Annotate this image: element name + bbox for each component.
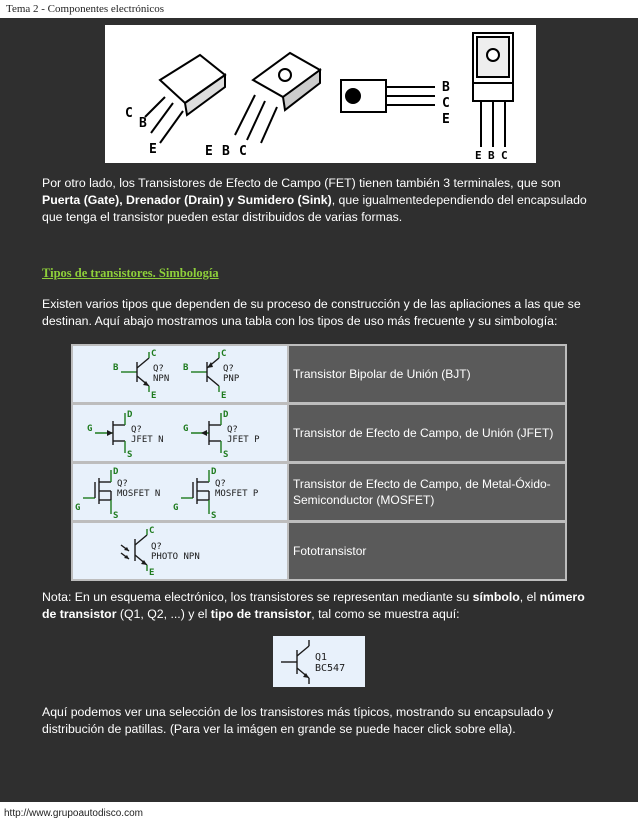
ref-label: Q? — [227, 425, 238, 435]
pin-s-label: S — [223, 450, 229, 460]
jfet-p-label: JFET P — [227, 435, 260, 445]
table-row — [72, 463, 566, 521]
page-body — [0, 18, 638, 802]
transistor-packages-image — [105, 25, 536, 163]
pin-d-label: D — [113, 467, 119, 477]
ref-label: Q? — [223, 364, 234, 374]
type-cell — [289, 523, 565, 579]
phototransistor-symbol — [73, 523, 287, 579]
type-label: Transistor Bipolar de Unión (BJT) — [293, 367, 471, 381]
pin-g-label: G — [87, 424, 93, 434]
table-row — [72, 345, 566, 403]
pin-b-label: B — [183, 363, 189, 373]
nota-bold-numero: número de transistor — [42, 590, 585, 621]
fet-paragraph — [42, 175, 598, 226]
pin-c-label: C — [221, 349, 227, 359]
ref-label: Q? — [131, 425, 142, 435]
footer-url[interactable]: http://www.grupoautodisco.com — [4, 808, 143, 819]
part-number-label: BC547 — [315, 663, 346, 674]
pin-e-label: E — [149, 142, 157, 157]
ref-q1-label: Q1 — [315, 652, 328, 663]
pin-c3-label: C — [442, 96, 450, 111]
nota-text-2: , el — [519, 590, 540, 604]
pin-c2-label: C — [239, 144, 247, 159]
pin-c-label: C — [149, 526, 155, 536]
pin-e3-label: E — [442, 112, 450, 127]
symbol-cell-photo — [73, 523, 287, 579]
type-label: Fototransistor — [293, 544, 367, 558]
section-title: Tipos de transistores. Simbología — [42, 266, 219, 280]
pin-b4-label: B — [488, 149, 495, 162]
pin-s-label: S — [127, 450, 133, 460]
pin-d-label: D — [223, 410, 229, 420]
mosfet-p-label: MOSFET P — [215, 489, 259, 499]
fet-text-1: Por otro lado, los Transistores de Efecto de Campo (FET) tienen también 3 terminales, que son — [42, 176, 561, 190]
pin-e-label: E — [221, 391, 227, 401]
pin-c-label: C — [151, 349, 157, 359]
fet-terminals-bold: Puerta (Gate), Drenador (Drain) y Sumidero (Sink) — [42, 193, 332, 207]
pnp-label: PNP — [223, 374, 240, 384]
nota-text-3: (Q1, Q2, ...) y el — [116, 607, 211, 621]
ref-label: Q? — [215, 479, 226, 489]
mosfet-symbols — [73, 464, 287, 520]
ref-label: Q? — [117, 479, 128, 489]
nota-bold-tipo: tipo de transistor — [210, 607, 312, 621]
type-label: Transistor de Efecto de Campo, de Unión (JFET) — [293, 426, 554, 440]
pin-s-label: S — [211, 511, 217, 520]
jfet-symbols — [73, 405, 287, 461]
nota-text-1: Nota: En un esquema electrónico, los transistores se representan mediante su — [42, 590, 473, 604]
selection-paragraph: Aquí podemos ver una selección de los transistores más típicos, mostrando su encapsulado y distribución de patillas. (Para ver la imágen en grande se puede hacer click sobre ella). — [42, 705, 554, 736]
bc547-symbol — [273, 636, 365, 687]
pin-g-label: G — [173, 503, 179, 513]
symbol-cell-jfet — [73, 405, 287, 461]
symbol-cell-mosfet — [73, 464, 287, 520]
types-paragraph: Existen varios tipos que dependen de su proceso de construcción y de las apliaciones a las que se destinan. Aquí abajo mostramos una tabla con los tipos de uso más frecuente y su simbología: — [42, 297, 581, 328]
symbol-cell-bjt — [73, 346, 287, 402]
page-header — [0, 0, 638, 18]
mosfet-n-label: MOSFET N — [117, 489, 161, 499]
bjt-symbols — [73, 346, 287, 402]
table-row — [72, 522, 566, 580]
pin-s-label: S — [113, 511, 119, 520]
npn-label: NPN — [153, 374, 170, 384]
pin-b2-label: B — [222, 144, 230, 159]
transistor-packages-drawing — [105, 25, 536, 163]
table-row — [72, 404, 566, 462]
nota-text-4: , tal como se muestra aquí: — [311, 607, 460, 621]
example-symbol-q1 — [273, 636, 365, 687]
page-footer — [0, 802, 638, 826]
type-label: Transistor de Efecto de Campo, de Metal-Óxido-Semiconductor (MOSFET) — [293, 477, 551, 507]
pin-g-label: G — [183, 424, 189, 434]
jfet-n-label: JFET N — [131, 435, 164, 445]
pin-b-label: B — [139, 116, 147, 131]
photo-npn-label: PHOTO NPN — [151, 552, 200, 562]
nota-paragraph — [42, 589, 598, 623]
type-cell — [289, 346, 565, 402]
transistor-types-table — [71, 344, 567, 581]
type-cell — [289, 405, 565, 461]
pin-e-label: E — [149, 568, 155, 578]
pin-g-label: G — [75, 503, 81, 513]
pin-b-label: B — [113, 363, 119, 373]
pin-e4-label: E — [475, 149, 482, 162]
type-cell — [289, 464, 565, 520]
pin-d-label: D — [127, 410, 133, 420]
pin-c-label: C — [125, 106, 133, 121]
pin-c4-label: C — [501, 149, 508, 162]
nota-bold-simbolo: símbolo — [472, 590, 520, 604]
header-title: Tema 2 - Componentes electrónicos — [6, 3, 165, 15]
pin-b3-label: B — [442, 80, 450, 95]
fet-text-2: , que igualmentedependiendo del encapsulado que tenga el transistor pueden estar distribuidos de varias formas. — [42, 193, 587, 224]
pin-d-label: D — [211, 467, 217, 477]
pin-e2-label: E — [205, 144, 213, 159]
ref-label: Q? — [151, 542, 162, 552]
ref-label: Q? — [153, 364, 164, 374]
pin-e-label: E — [151, 391, 157, 401]
